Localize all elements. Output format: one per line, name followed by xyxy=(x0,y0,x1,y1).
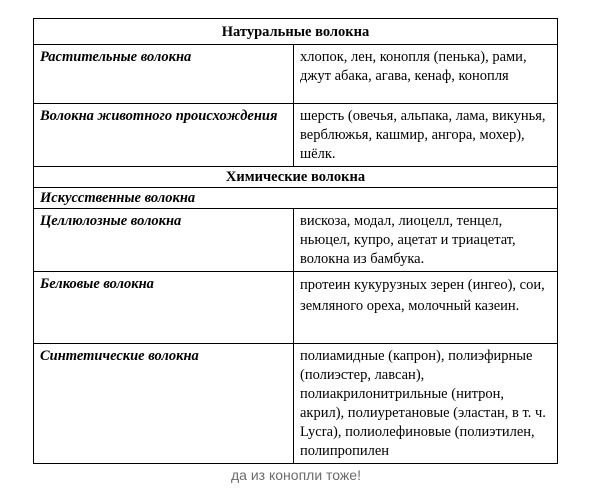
row-items: хлопок, лен, конопля (пенька), рами, джут абака, агава, кенаф, конопля xyxy=(294,45,558,104)
row-items: шерсть (овечья, альпака, лама, викунья, верблюжья, кашмир, ангора, мохер), шёлк. xyxy=(294,104,558,167)
table-row xyxy=(34,344,558,464)
row-category: Белковые волокна xyxy=(34,272,294,344)
caption-text: да из конопли тоже! xyxy=(231,467,361,483)
fibers-table xyxy=(33,18,558,464)
table-subheader-row xyxy=(34,188,558,209)
row-items: вискоза, модал, лиоцелл, тенцел, ньюцел, купро, ацетат и триацетат, волокна из бамбука. xyxy=(294,209,558,272)
subheader-artificial-fibers: Искусственные волокна xyxy=(34,188,558,209)
row-items: полиамидные (капрон), полиэфирные (полиэстер, лавсан), полиакрилонитрильные (нитрон, акрил), полиуретановые (эластан, в т. ч. Lycra), полиолефиновые (полиэтилен, полипропилен xyxy=(294,344,558,464)
row-category: Целлюлозные волокна xyxy=(34,209,294,272)
table-row xyxy=(34,45,558,104)
header-chemical-fibers: Химические волокна xyxy=(34,167,558,188)
header-natural-fibers: Натуральные волокна xyxy=(34,19,558,45)
table-row xyxy=(34,104,558,167)
row-category: Синтетические волокна xyxy=(34,344,294,464)
table-header-row xyxy=(34,19,558,45)
row-category: Растительные волокна xyxy=(34,45,294,104)
row-items: протеин кукурузных зерен (ингео), сои, земляного ореха, молочный казеин. xyxy=(294,272,558,344)
table-row xyxy=(34,272,558,344)
row-category: Волокна животного происхождения xyxy=(34,104,294,167)
table-header-row xyxy=(34,167,558,188)
table-row xyxy=(34,209,558,272)
